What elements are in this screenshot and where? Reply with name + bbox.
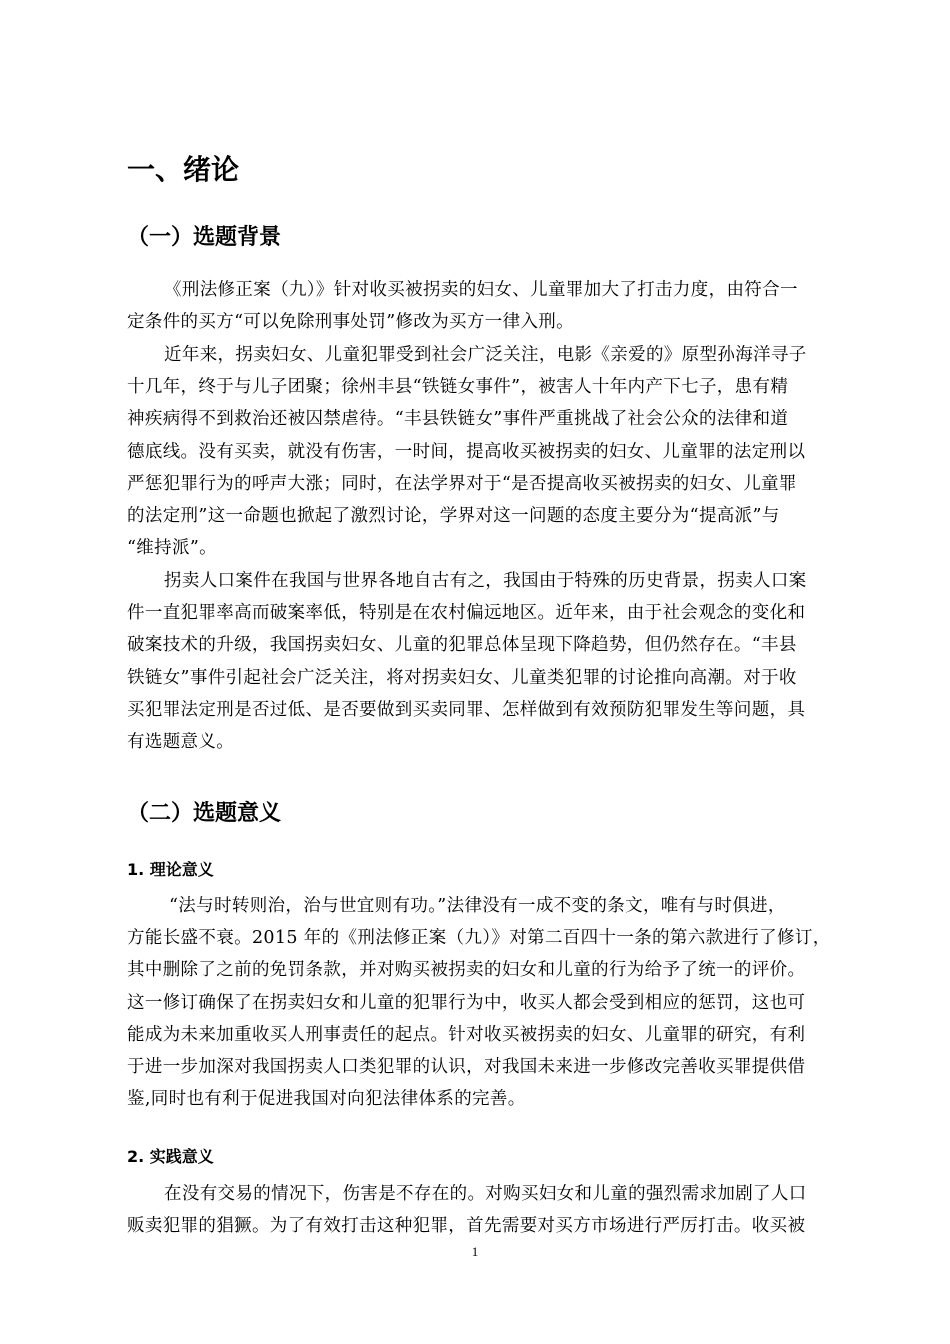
paragraph-background-2 (127, 339, 830, 564)
text-line: 贩卖犯罪的猖獗。为了有效打击这种犯罪，首先需要对买方市场进行严厉打击。收买被 (127, 1216, 806, 1237)
section-heading-background: （一）选题背景 (127, 225, 282, 250)
text-line: 方能长盛不衰。2015 年的《刑法修正案（九）》对第二百四十一条的第六款进行了修订， (127, 928, 831, 949)
text-line: 近年来，拐卖妇女、儿童犯罪受到社会广泛关注，电影《亲爱的》原型孙海洋寻子 (164, 345, 807, 365)
section-heading-significance: （二）选题意义 (127, 801, 282, 826)
paragraph-theory (127, 890, 830, 1115)
text-line: 有选题意义。 (127, 731, 235, 752)
text-line: 这一修订确保了在拐卖妇女和儿童的犯罪行为中，收买人都会受到相应的惩罚，这也可 (127, 992, 806, 1013)
text-line: 铁链女”事件引起社会广泛关注，将对拐卖妇女、儿童类犯罪的讨论推向高潮。对于收 (127, 667, 797, 688)
page-number: 1 (471, 1244, 479, 1259)
text-line: 定条件的买方“可以免除刑事处罚”修改为买方一律入刑。 (127, 312, 574, 333)
text-line: 拐卖人口案件在我国与世界各地自古有之，我国由于特殊的历史背景，拐卖人口案 (164, 571, 807, 591)
chapter-heading: 一、绪论 (127, 153, 240, 186)
text-line: 神疾病得不到救治还被囚禁虐待。“丰县铁链女”事件严重挑战了社会公众的法律和道 (127, 409, 789, 430)
text-line: “法与时转则治，治与世宜则有功。”法律没有一成不变的条文，唯有与时俱进， (169, 896, 786, 916)
paragraph-background-1 (127, 274, 830, 338)
text-line: 鉴,同时也有利于促进我国对向犯法律体系的完善。 (127, 1089, 526, 1110)
text-line: 的法定刑”这一命题也掀起了激烈讨论，学界对这一问题的态度主要分为“提高派”与 (127, 505, 780, 526)
text-line: 十几年，终于与儿子团聚；徐州丰县“铁链女事件”，被害人十年内产下七子，患有精 (127, 377, 789, 398)
text-line: 德底线。没有买卖，就没有伤害，一时间，提高收买被拐卖的妇女、儿童罪的法定刑以 (127, 441, 806, 462)
text-line: 破案技术的升级，我国拐卖妇女、儿童的犯罪总体呈现下降趋势，但仍然存在。“丰县 (127, 635, 797, 656)
text-line: 其中删除了之前的免罚条款，并对购买被拐卖的妇女和儿童的行为给予了统一的评价。 (127, 960, 806, 981)
text-line: 《刑法修正案（九）》针对收买被拐卖的妇女、儿童罪加大了打击力度，由符合一 (164, 280, 798, 300)
text-line: 于进一步加深对我国拐卖人口类犯罪的认识，对我国未来进一步修改完善收买罪提供借 (127, 1056, 806, 1077)
paragraph-background-3 (127, 565, 830, 758)
text-line: “维持派”。 (127, 538, 217, 559)
subsection-heading-theory: 1. 理论意义 (127, 860, 214, 879)
paragraph-practice (127, 1178, 830, 1242)
text-line: 在没有交易的情况下，伤害是不存在的。对购买妇女和儿童的强烈需求加剧了人口 (164, 1184, 807, 1204)
subsection-heading-practice: 2. 实践意义 (127, 1147, 214, 1166)
text-line: 能成为未来加重收买人刑事责任的起点。针对收买被拐卖的妇女、儿童罪的研究，有利 (127, 1024, 806, 1045)
text-line: 件一直犯罪率高而破案率低，特别是在农村偏远地区。近年来，由于社会观念的变化和 (127, 603, 806, 624)
text-line: 买犯罪法定刑是否过低、是否要做到买卖同罪、怎样做到有效预防犯罪发生等问题，具 (127, 699, 806, 720)
text-line: 严惩犯罪行为的呼声大涨；同时，在法学界对于“是否提高收买被拐卖的妇女、儿童罪 (127, 473, 797, 494)
